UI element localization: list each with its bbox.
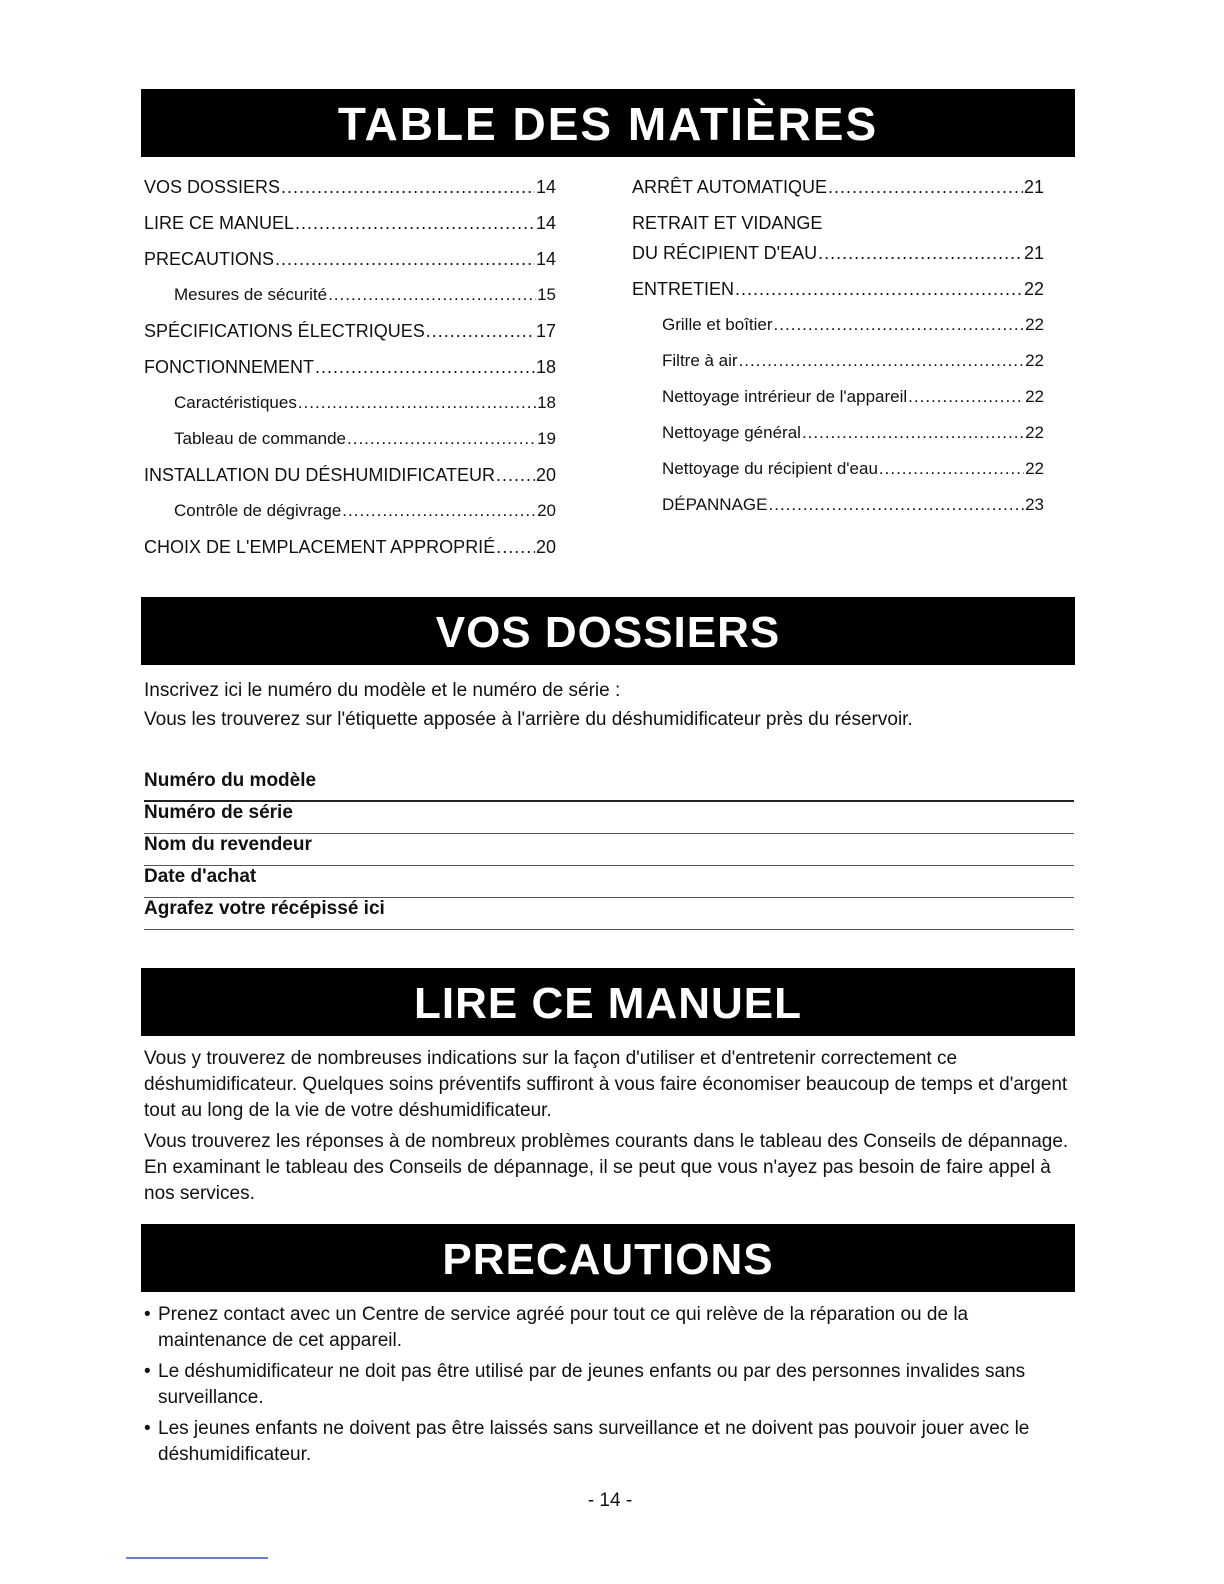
toc-left-column [144,177,556,573]
toc-entry-title: FONCTIONNEMENT [144,357,314,377]
toc-subentry[interactable] [632,351,1044,387]
toc-entry-page: 15 [537,285,556,304]
toc-entry-page: 22 [1025,423,1044,442]
toc-subentry[interactable] [632,495,1044,531]
toc-entry-title: DÉPANNAGE [662,495,768,514]
toc-entry-title: VOS DOSSIERS [144,177,281,197]
lire-paragraph-1: Vous y trouverez de nombreuses indications sur la façon d'utiliser et d'entretenir correctement ce déshumidificateur. Quelques soins préventifs suffiront à vous faire économiser beaucoup de temps et d'argent tout au long de la vie de votre déshumidificateur. [144,1048,1068,1121]
toc-leader-dots [879,459,1024,479]
toc-leader-dots [295,213,535,234]
toc-entry-page: 21 [1023,243,1044,263]
toc-entry-page: 20 [537,501,556,520]
toc-entry-title: CHOIX DE L'EMPLACEMENT APPROPRIÉ [144,537,496,557]
toc-entry-title: DU RÉCIPIENT D'EAU [632,243,818,263]
toc-entry[interactable] [144,465,556,501]
toc-entry-title: Caractéristiques [174,393,297,412]
toc-entry-page: 22 [1025,387,1044,406]
toc-leader-dots [735,279,1023,300]
toc-leader-dots [908,387,1024,407]
toc-entry[interactable] [144,213,556,249]
toc-subentry[interactable] [632,315,1044,351]
toc-entry-title: Mesures de sécurité [174,285,328,304]
toc-leader-dots [328,285,536,305]
toc-entry[interactable] [632,213,1044,243]
field-purchase-date[interactable]: Date d'achat [144,866,1074,898]
toc-leader-dots [769,495,1025,515]
toc-entry-page: 23 [1025,495,1044,514]
toc-entry-title: LIRE CE MANUEL [144,213,295,233]
toc-subentry[interactable] [144,393,556,429]
toc-entry-page: 20 [535,465,556,485]
toc-entry-title: Grille et boîtier [662,315,773,334]
toc-entry[interactable] [632,243,1044,279]
toc-entry-page: 21 [1023,177,1044,197]
lire-heading-banner: LIRE CE MANUEL [141,968,1075,1036]
toc-leader-dots [774,315,1025,335]
toc-entry[interactable] [144,249,556,285]
toc-entry-page: 20 [535,537,556,557]
toc-subentry[interactable] [144,429,556,465]
toc-leader-dots [342,501,536,521]
toc-right-column [632,177,1044,531]
toc-entry[interactable] [144,357,556,393]
toc-subentry[interactable] [632,423,1044,459]
toc-entry[interactable] [144,321,556,357]
toc-entry[interactable] [632,279,1044,315]
toc-entry-title: RETRAIT ET VIDANGE [632,213,823,233]
dossiers-heading-banner: VOS DOSSIERS [141,597,1075,665]
toc-subentry[interactable] [144,285,556,321]
page-number: - 14 - [587,1490,633,1511]
field-model-number[interactable]: Numéro du modèle [144,770,1074,802]
toc-entry-page: 22 [1025,315,1044,334]
toc-entry-title: Filtre à air [662,351,738,370]
precaution-text: Les jeunes enfants ne doivent pas être laissés sans surveillance et ne doivent pas pouvoir jouer avec le déshumidificateur. [158,1418,1030,1465]
dossiers-intro-line-1: Inscrivez ici le numéro du modèle et le numéro de série : [144,680,621,701]
toc-entry-page: 18 [537,393,556,412]
toc-leader-dots [426,321,535,342]
toc-leader-dots [828,177,1023,198]
toc-entry-title: INSTALLATION DU DÉSHUMIDIFICATEUR [144,465,496,485]
field-dealer-name[interactable]: Nom du revendeur [144,834,1074,866]
precaution-text: Prenez contact avec un Centre de service agréé pour tout ce qui relève de la réparation ou de la maintenance de cet appareil. [158,1304,969,1351]
bullet-dot-icon: • [144,1361,151,1382]
bullet-dot-icon: • [144,1418,151,1439]
toc-heading-banner: TABLE DES MATIÈRES [141,89,1075,157]
toc-entry-title: ENTRETIEN [632,279,735,299]
precaution-text: Le déshumidificateur ne doit pas être utilisé par de jeunes enfants ou par des personnes invalides sans surveillance. [158,1361,1026,1408]
toc-leader-dots [739,351,1025,371]
toc-entry-page: 22 [1023,279,1044,299]
toc-leader-dots [298,393,536,413]
toc-entry-page: 22 [1025,459,1044,478]
toc-entry-title: Nettoyage du récipient d'eau [662,459,878,478]
lire-paragraph-2: Vous trouverez les réponses à de nombreux problèmes courants dans le tableau des Conseils de dépannage. En examinant le tableau des Conseils de dépannage, il se peut que vous n'ayez pas besoin de faire appel à nos services. [144,1131,1069,1204]
field-serial-number[interactable]: Numéro de série [144,802,1074,834]
toc-entry[interactable] [144,177,556,213]
toc-leader-dots [315,357,535,378]
toc-entry-page: 14 [535,177,556,197]
toc-subentry[interactable] [632,459,1044,495]
toc-entry-page: 17 [535,321,556,341]
toc-entry-title: SPÉCIFICATIONS ÉLECTRIQUES [144,321,425,341]
toc-entry-page: 22 [1025,351,1044,370]
dossiers-intro-line-2: Vous les trouverez sur l'étiquette apposée à l'arrière du déshumidificateur près du réservoir. [144,709,913,730]
footer-link-underline [126,1557,268,1559]
toc-entry-page: 19 [537,429,556,448]
toc-leader-dots [275,249,535,270]
toc-leader-dots [496,465,535,486]
toc-leader-dots [281,177,535,198]
bullet-dot-icon: • [144,1304,151,1325]
field-receipt-staple[interactable]: Agrafez votre récépissé ici [144,898,1074,930]
toc-entry-page: 18 [535,357,556,377]
precaution-bullet [144,1302,1074,1354]
toc-entry-title: ARRÊT AUTOMATIQUE [632,177,828,197]
toc-entry[interactable] [632,177,1044,213]
toc-leader-dots [802,423,1024,443]
toc-entry-page: 14 [535,249,556,269]
toc-entry-title: Contrôle de dégivrage [174,501,342,520]
toc-leader-dots [818,243,1023,264]
toc-entry-title: Tableau de commande [174,429,347,448]
toc-entry-title: Nettoyage général [662,423,801,442]
precaution-bullet [144,1416,1074,1468]
toc-entry-title: Nettoyage intrérieur de l'appareil [662,387,908,406]
toc-entry[interactable] [144,537,556,573]
precautions-heading-banner: PRECAUTIONS [141,1224,1075,1292]
toc-leader-dots [347,429,536,449]
toc-leader-dots [496,537,535,558]
precaution-bullet [144,1359,1074,1411]
toc-subentry[interactable] [144,501,556,537]
toc-entry-page: 14 [535,213,556,233]
toc-entry-title: PRECAUTIONS [144,249,275,269]
toc-subentry[interactable] [632,387,1044,423]
